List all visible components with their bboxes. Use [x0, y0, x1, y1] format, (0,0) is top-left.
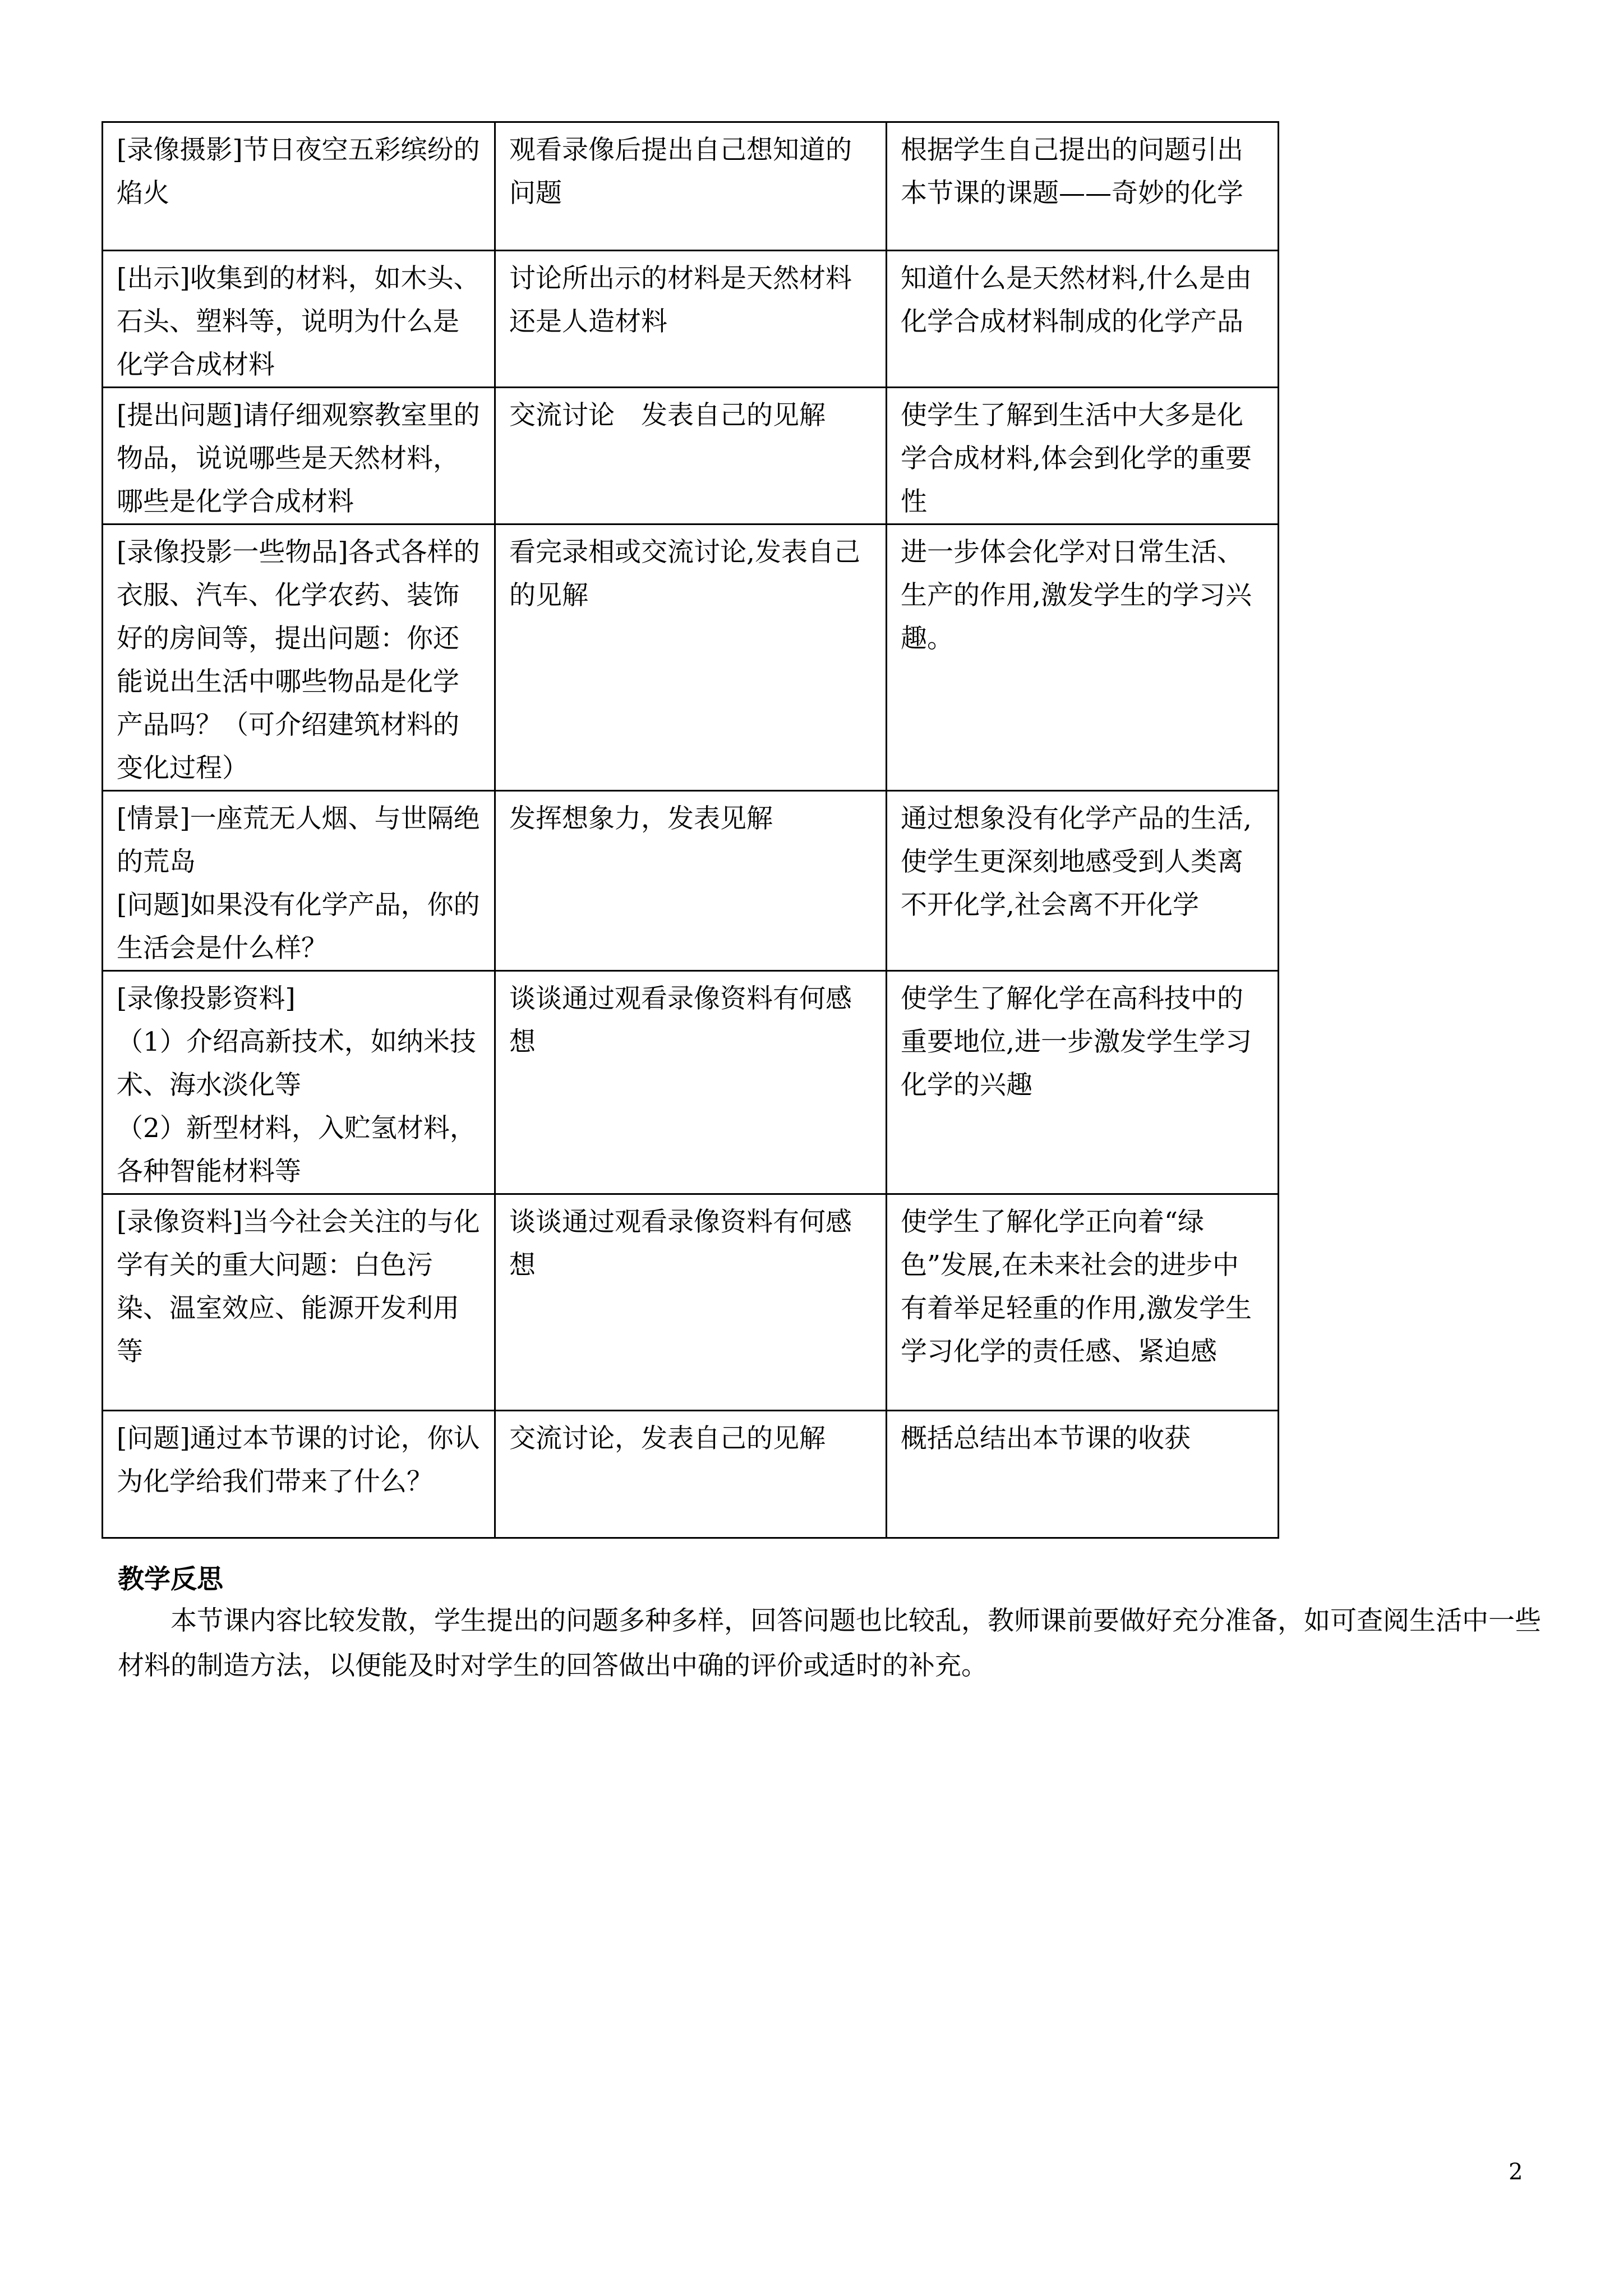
teacher-activity-text: [出示]收集到的材料，如木头、石头、塑料等，说明为什么是化学合成材料 [117, 263, 480, 380]
table-body [103, 122, 1279, 1538]
design-intent-text: 进一步体会化学对日常生活、生产的作用,激发学生的学习兴趣。 [901, 537, 1252, 654]
teacher-activity-cell [103, 1411, 495, 1538]
student-activity-cell [495, 388, 887, 524]
teacher-activity-text: [问题]如果没有化学产品，你的生活会是什么样？ [117, 890, 480, 964]
teacher-activity-cell [103, 1194, 495, 1411]
teacher-activity-text: [情景]一座荒无人烟、与世隔绝的荒岛 [117, 803, 480, 877]
teacher-activity-cell [103, 971, 495, 1194]
student-activity-text: 谈谈通过观看录像资料有何感想 [509, 983, 852, 1057]
table-row [103, 524, 1279, 791]
table-row [103, 791, 1279, 971]
teacher-activity-text: （2）新型材料，入贮氢材料，各种智能材料等 [117, 1113, 476, 1187]
teacher-activity-cell [103, 122, 495, 251]
teacher-activity-cell [103, 388, 495, 524]
student-activity-cell [495, 524, 887, 791]
table-row [103, 1411, 1279, 1538]
lesson-activity-table [102, 121, 1279, 1539]
design-intent-text: 使学生了解化学正向着“绿色”发展,在未来社会的进步中有着举足轻重的作用,激发学生学习化学的责任感、紧迫感 [901, 1207, 1252, 1367]
student-activity-cell [495, 251, 887, 388]
design-intent-text: 使学生了解化学在高科技中的重要地位,进一步激发学生学习化学的兴趣 [901, 983, 1252, 1101]
table-row [103, 971, 1279, 1194]
teacher-activity-text: [问题]通过本节课的讨论，你认为化学给我们带来了什么？ [117, 1423, 480, 1497]
student-activity-cell [495, 122, 887, 251]
design-intent-cell [887, 791, 1279, 971]
design-intent-text: 知道什么是天然材料,什么是由化学合成材料制成的化学产品 [901, 263, 1252, 337]
teacher-activity-text: [录像投影一些物品]各式各样的衣服、汽车、化学农药、装饰好的房间等，提出问题：你还能说出生活中哪些物品是化学产品吗？（可介绍建筑材料的变化过程） [117, 537, 480, 784]
design-intent-text: 通过想象没有化学产品的生活,使学生更深刻地感受到人类离不开化学,社会离不开化学 [901, 803, 1252, 921]
design-intent-cell [887, 524, 1279, 791]
student-activity-text: 讨论所出示的材料是天然材料还是人造材料 [509, 263, 852, 337]
teacher-activity-text: [录像投影资料] [117, 983, 296, 1014]
design-intent-cell [887, 388, 1279, 524]
design-intent-cell [887, 1194, 1279, 1411]
student-activity-cell [495, 1194, 887, 1411]
teacher-activity-text: （1）介绍高新技术，如纳米技术、海水淡化等 [117, 1027, 476, 1101]
student-activity-cell [495, 1411, 887, 1538]
teacher-activity-cell [103, 791, 495, 971]
reflection-paragraph: 本节课内容比较发散，学生提出的问题多种多样，回答问题也比较乱，教师课前要做好充分准备，如可查阅生活中一些材料的制造方法，以便能及时对学生的回答做出中确的评价或适时的补充。 [118, 1605, 1541, 1681]
table-row [103, 122, 1279, 251]
table-row [103, 1194, 1279, 1411]
design-intent-cell [887, 251, 1279, 388]
student-activity-cell [495, 971, 887, 1194]
table-row [103, 388, 1279, 524]
table-row [103, 251, 1279, 388]
student-activity-text: 观看录像后提出自己想知道的问题 [509, 135, 852, 209]
teacher-activity-cell [103, 524, 495, 791]
teacher-activity-text: [录像摄影]节日夜空五彩缤纷的焰火 [117, 135, 480, 209]
design-intent-text: 使学生了解到生活中大多是化学合成材料,体会到化学的重要性 [901, 400, 1252, 517]
student-activity-text: 看完录相或交流讨论,发表自己的见解 [509, 537, 860, 611]
design-intent-cell [887, 122, 1279, 251]
student-activity-cell [495, 791, 887, 971]
student-activity-text: 谈谈通过观看录像资料有何感想 [509, 1207, 852, 1281]
reflection-heading: 教学反思 [118, 1564, 223, 1595]
teacher-activity-cell [103, 251, 495, 388]
teacher-activity-text: [提出问题]请仔细观察教室里的物品，说说哪些是天然材料，哪些是化学合成材料 [117, 400, 480, 517]
student-activity-text: 交流讨论 发表自己的见解 [509, 400, 826, 431]
page-number: 2 [1509, 2159, 1523, 2185]
design-intent-text: 根据学生自己提出的问题引出本节课的课题——奇妙的化学 [901, 135, 1243, 209]
teacher-activity-text: [录像资料]当今社会关注的与化学有关的重大问题：白色污染、温室效应、能源开发利用等 [117, 1207, 480, 1367]
design-intent-text: 概括总结出本节课的收获 [901, 1423, 1191, 1454]
design-intent-cell [887, 971, 1279, 1194]
design-intent-cell [887, 1411, 1279, 1538]
student-activity-text: 交流讨论，发表自己的见解 [509, 1423, 826, 1454]
student-activity-text: 发挥想象力，发表见解 [509, 803, 773, 834]
